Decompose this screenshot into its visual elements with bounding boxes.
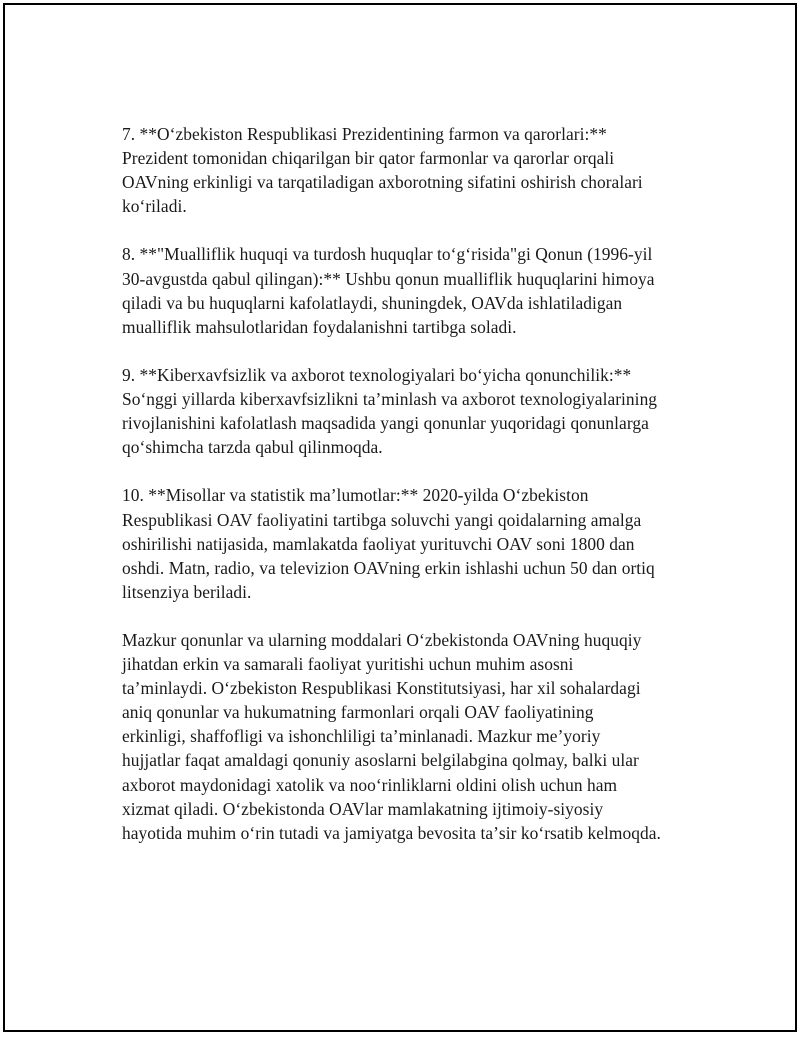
text-line: hayotida muhim oʻrin tutadi va jamiyatga bevosita taʼsir koʻrsatib kelmoqda. xyxy=(122,822,661,843)
text-line: litsenziya beriladi. xyxy=(122,581,252,602)
text-line: axborot maydonidagi xatolik va nooʻrinliklarni oldini olish uchun ham xyxy=(122,774,618,795)
text-line: 7. **Oʻzbekiston Respublikasi Prezidentining farmon va qarorlari:** xyxy=(122,124,607,144)
text-line: hujjatlar faqat amaldagi qonuniy asoslarni belgilabgina qolmay, balki ular xyxy=(122,750,639,771)
paragraph-item-8 xyxy=(122,242,690,338)
text-line: erkinligi, shaffofligi va ishonchliligi taʼminlanadi. Mazkur meʼyoriy xyxy=(122,726,601,747)
text-line: rivojlanishini kafolatlash maqsadida yangi qonunlar yuqoridagi qonunlarga xyxy=(122,413,649,434)
text-line: Respublikasi OAV faoliyatini tartibga soluvchi yangi qoidalarning amalga xyxy=(122,509,642,530)
text-line: jihatdan erkin va samarali faoliyat yuritishi uchun muhim asosni xyxy=(122,654,574,675)
text-line: oshirilishi natijasida, mamlakatda faoliyat yurituvchi OAV soni 1800 dan xyxy=(122,533,635,554)
paragraph-item-9 xyxy=(122,363,690,459)
paragraph-item-7 xyxy=(122,122,690,218)
text-line: qiladi va bu huquqlarni kafolatlaydi, shuningdek, OAVda ishlatiladigan xyxy=(122,292,623,313)
text-line: Prezident tomonidan chiqarilgan bir qator farmonlar va qarorlar orqali xyxy=(122,148,615,169)
text-line: OAVning erkinligi va tarqatiladigan axborotning sifatini oshirish choralari xyxy=(122,172,643,193)
text-line: taʼminlaydi. Oʻzbekiston Respublikasi Konstitutsiyasi, har xil sohalardagi xyxy=(122,678,641,699)
text-line: 9. **Kiberxavfsizlik va axborot texnologiyalari boʻyicha qonunchilik:** xyxy=(122,364,632,385)
text-line: mualliflik mahsulotlaridan foydalanishni tartibga soladi. xyxy=(122,316,517,337)
paragraph-conclusion xyxy=(122,628,690,845)
text-line: Mazkur qonunlar va ularning moddalari Oʻzbekistonda OAVning huquqiy xyxy=(122,629,642,650)
text-line: 10. **Misollar va statistik maʼlumotlar:** 2020-yilda Oʻzbekiston xyxy=(122,485,589,506)
text-line: xizmat qiladi. Oʻzbekistonda OAVlar mamlakatning ijtimoiy-siyosiy xyxy=(122,798,604,819)
text-line: koʻriladi. xyxy=(122,196,187,217)
document-body xyxy=(122,122,690,869)
text-line: oshdi. Matn, radio, va televizion OAVning erkin ishlashi uchun 50 dan ortiq xyxy=(122,557,655,578)
text-line: qoʻshimcha tarzda qabul qilinmoqda. xyxy=(122,437,383,458)
text-line: 30-avgustda qabul qilingan):** Ushbu qonun mualliflik huquqlarini himoya xyxy=(122,268,655,289)
document-page xyxy=(3,3,797,1032)
paragraph-item-10 xyxy=(122,483,690,603)
text-line: Soʻnggi yillarda kiberxavfsizlikni taʼminlash va axborot texnologiyalarining xyxy=(122,389,658,410)
text-line: aniq qonunlar va hukumatning farmonlari orqali OAV faoliyatining xyxy=(122,702,594,723)
text-line: 8. **"Mualliflik huquqi va turdosh huquqlar toʻgʻrisida"gi Qonun (1996-yil xyxy=(122,244,653,265)
